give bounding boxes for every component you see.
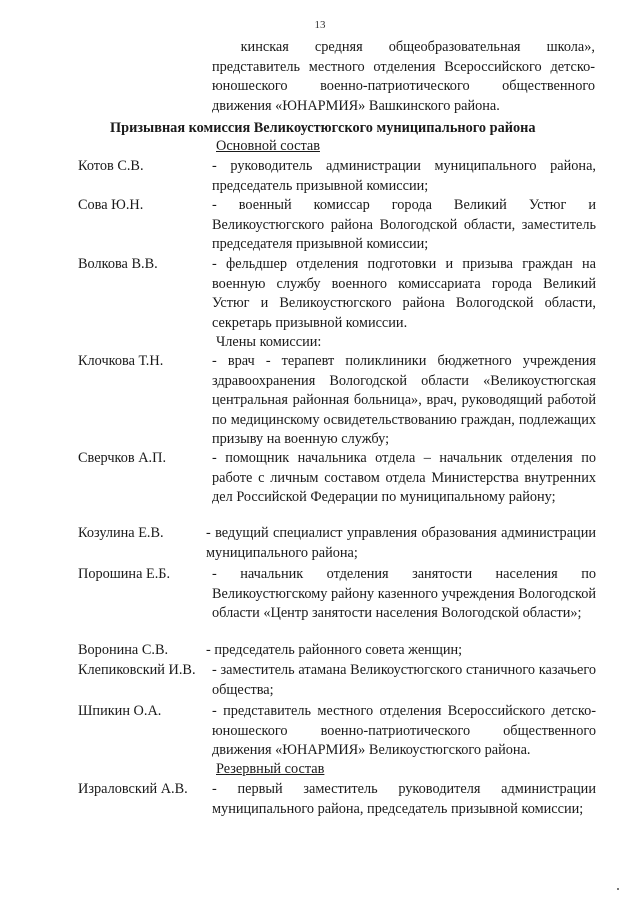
intro-paragraph: кинская средняя общеобразовательная школа», представитель местного отделения Всероссийского детско-юношеского военно-патриотического общественного движения «ЮНАРМИЯ» Вашкинского района. (212, 39, 595, 114)
member-name: Котов С.В. (78, 158, 144, 174)
member-name: Козулина Е.В. (78, 525, 164, 541)
page-number: 13 (314, 19, 326, 31)
member-name: Клепиковский И.В. (78, 662, 196, 678)
member-role: - ведущий специалист управления образования администрации муниципального района; (206, 525, 596, 561)
members-label: Члены комиссии: (216, 334, 322, 350)
member-name: Сова Ю.Н. (78, 197, 144, 213)
main-composition-label: Основной состав (216, 138, 320, 154)
member-name: Сверчков А.П. (78, 450, 167, 466)
scan-speck (617, 888, 619, 890)
member-name: Израловский А.В. (78, 781, 188, 797)
member-role: - заместитель атамана Великоустюгского станичного казачьего общества; (212, 662, 596, 698)
member-name: Порошина Е.Б. (78, 566, 171, 582)
member-name: Воронина С.В. (78, 642, 169, 658)
member-role: - начальник отделения занятости населения по Великоустюгскому району казенного учреждения Вологодской области «Центр занятости населения Вологодской области»; (212, 566, 596, 622)
member-role: - помощник начальника отдела – начальник отделения по работе с личным составом отдела Министерства внутренних дел Российской Федерации по муниципальному району; (212, 450, 596, 506)
reserve-composition-label: Резервный состав (216, 761, 325, 777)
member-role: - фельдшер отделения подготовки и призыва граждан на военную службу военного комиссариата города Великий Устюг и Великоустюгского района Вологодской области, секретарь призывной комиссии. (212, 256, 596, 331)
member-role: - председатель районного совета женщин; (206, 642, 463, 658)
member-role: - представитель местного отделения Всероссийского детско-юношеского военно-патриотического общественного движения «ЮНАРМИЯ» Великоустюгского района. (212, 703, 596, 759)
member-role: - первый заместитель руководителя администрации муниципального района, председатель призывной комиссии; (212, 781, 596, 817)
commission-heading: Призывная комиссия Великоустюгского муниципального района (110, 120, 536, 136)
member-role: - военный комиссар города Великий Устюг и Великоустюгского района Вологодской области, заместитель председателя призывной комиссии; (212, 197, 596, 253)
member-name: Волкова В.В. (78, 256, 158, 272)
member-role: - врач - терапевт поликлиники бюджетного учреждения здравоохранения Вологодской области «Великоустюгская центральная районная больница», врач, руководящий работой по медицинскому освидетельствованию граждан, подлежащих призыву на военную службу; (212, 353, 596, 448)
member-role: - руководитель администрации муниципального района, председатель призывной комиссии; (212, 158, 596, 194)
member-name: Шпикин О.А. (78, 703, 162, 719)
member-name: Клочкова Т.Н. (78, 353, 164, 369)
